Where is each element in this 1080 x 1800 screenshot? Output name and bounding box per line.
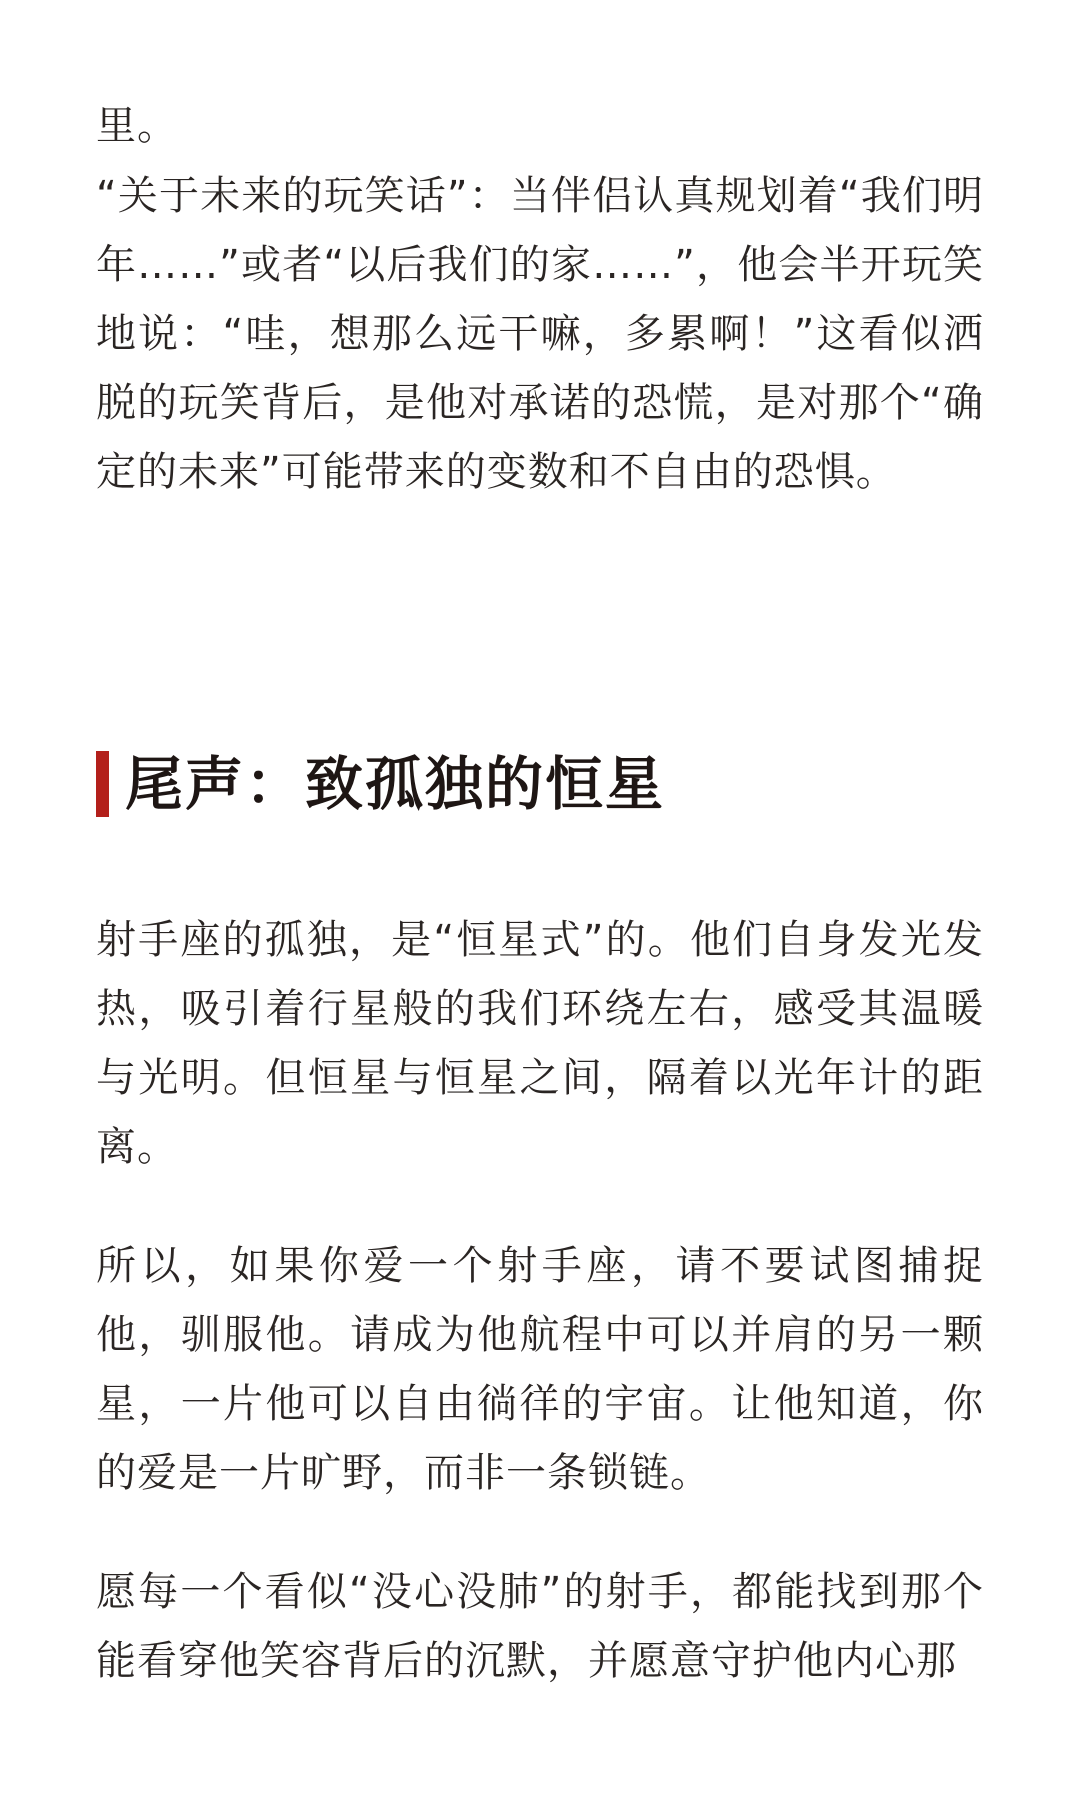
paragraph-wish: 愿每一个看似“没心没肺”的射手，都能找到那个能看穿他笑容背后的沉默，并愿意守护他内心那 [96, 1569, 984, 1684]
heading-accent-bar [96, 751, 109, 817]
article-body [96, 0, 984, 1800]
section-heading [96, 744, 984, 824]
paragraph-lonely-star: 射手座的孤独，是“恒星式”的。他们自身发光发热，吸引着行星般的我们环绕左右，感受其温暖与光明。但恒星与恒星之间，隔着以光年计的距离。 [96, 917, 984, 1170]
paragraph-future-jokes: “关于未来的玩笑话”：当伴侣认真规划着“我们明年……”或者“以后我们的家……”，他会半开玩笑地说：“哇，想那么远干嘛，多累啊！”这看似洒脱的玩笑背后，是他对承诺的恐慌，是对那个“确定的未来”可能带来的变数和不自由的恐惧。 [96, 173, 984, 495]
section-title: 尾声：致孤独的恒星 [125, 750, 666, 818]
paragraph-advice: 所以，如果你爱一个射手座，请不要试图捕捉他，驯服他。请成为他航程中可以并肩的另一颗星，一片他可以自由徜徉的宇宙。让他知道，你的爱是一片旷野，而非一条锁链。 [96, 1243, 984, 1496]
paragraph-continuation: 里。 [96, 103, 178, 149]
